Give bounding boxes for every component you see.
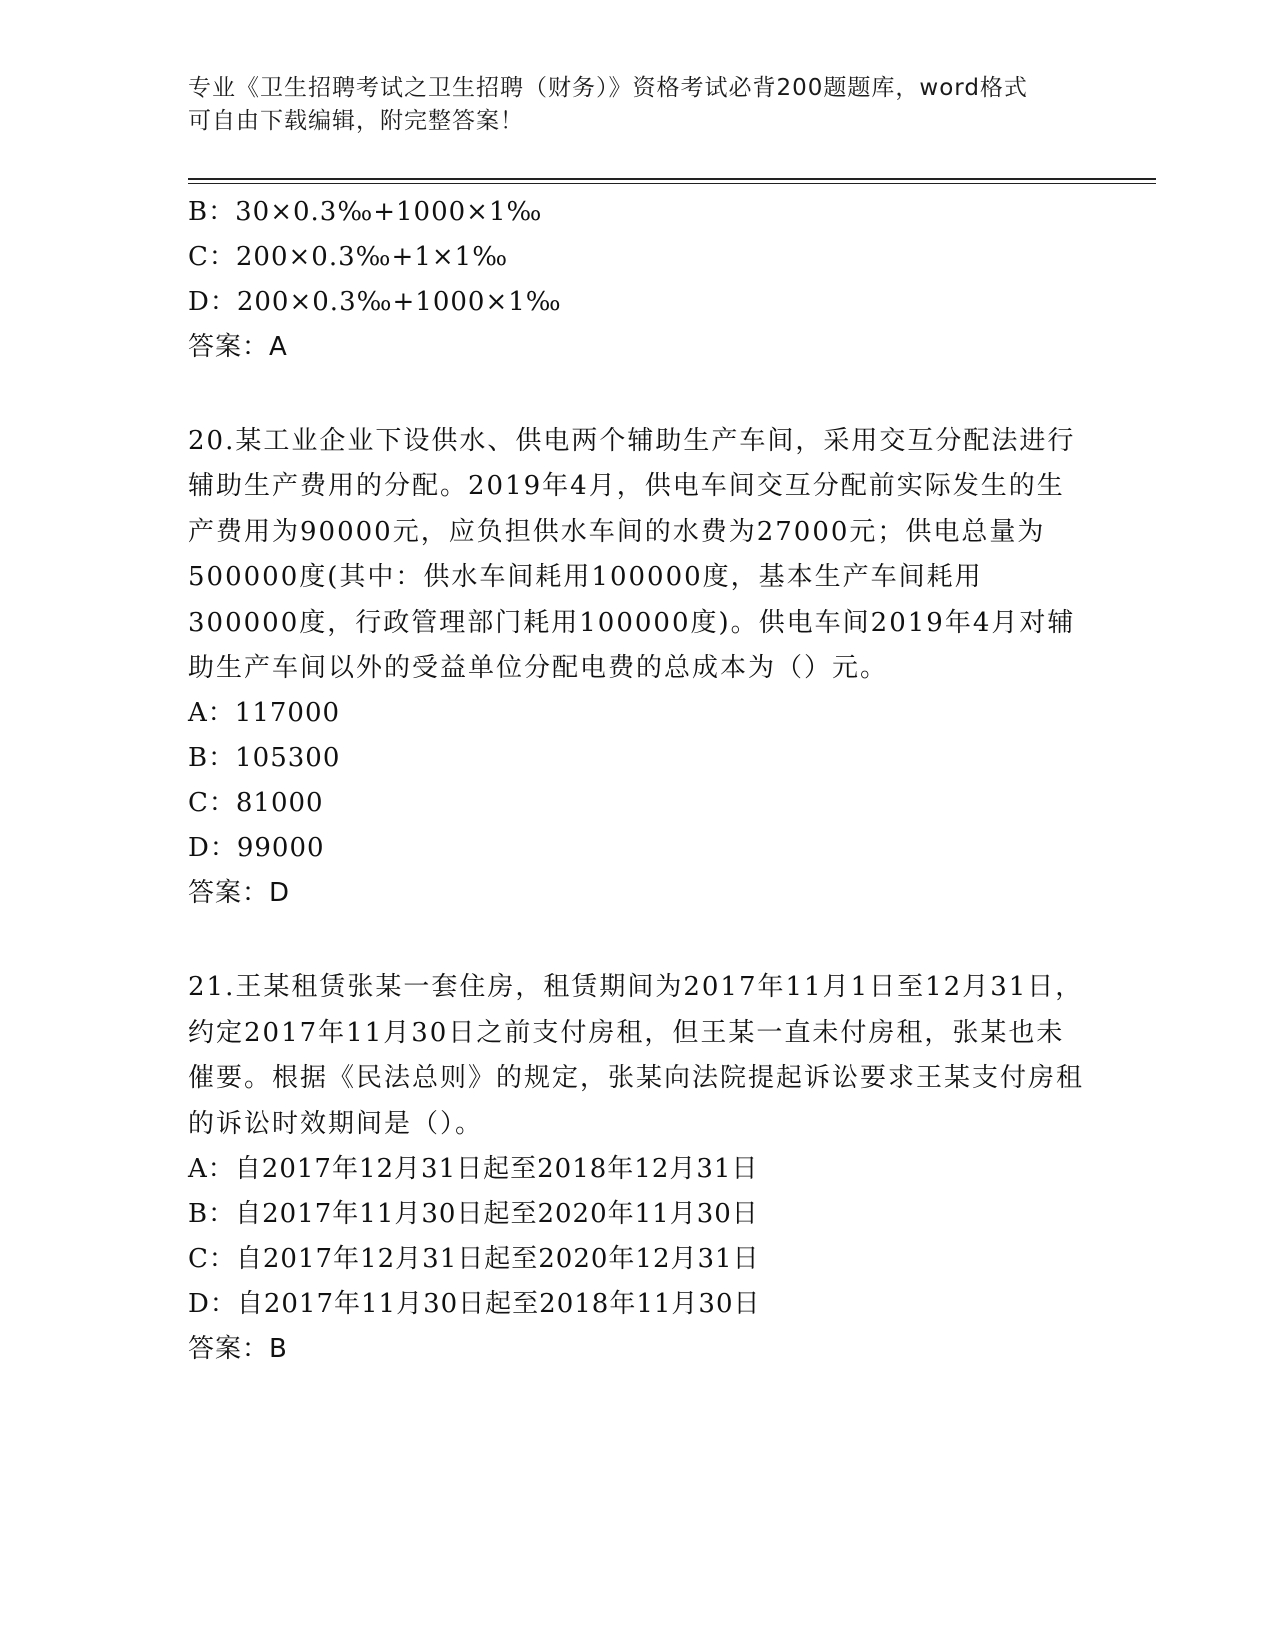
option-d: D：99000 xyxy=(188,833,325,864)
question-text: 21.王某租赁张某一套住房，租赁期间为2017年11月1日至12月31日，约定2017年11月30日之前支付房租，但王某一直未付房租，张某也未催要。根据《民法总则》的规定，张某向法院提起诉讼要求王某支付房租的诉讼时效期间是（）。 xyxy=(188,972,1085,1139)
option-c: C：自2017年12月31日起至2020年12月31日 xyxy=(188,1244,760,1275)
question-20-block xyxy=(188,419,1088,916)
option-a: A：自2017年12月31日起至2018年12月31日 xyxy=(188,1154,759,1185)
option-d: D：自2017年11月30日起至2018年11月30日 xyxy=(188,1289,761,1320)
option-b: B：30×0.3‰+1000×1‰ xyxy=(188,197,543,227)
header-divider xyxy=(188,178,1156,180)
option-b: B：自2017年11月30日起至2020年11月30日 xyxy=(188,1199,759,1230)
option-b: B：105300 xyxy=(188,743,341,774)
header-title-line-1: 专业《卫生招聘考试之卫生招聘（财务）》资格考试必背200题题库，word格式 xyxy=(188,75,1028,101)
question-21-block xyxy=(188,965,1088,1372)
option-d: D：200×0.3‰+1000×1‰ xyxy=(188,287,562,317)
answer-line: 答案：B xyxy=(188,1334,288,1365)
question-text: 20.某工业企业下设供水、供电两个辅助生产车间，采用交互分配法进行辅助生产费用的分配。2019年4月，供电车间交互分配前实际发生的生产费用为90000元，应负担供水车间的水费为27000元；供电总量为500000度(其中：供水车间耗用100000度，基本生产车间耗用300000度，行政管理部门耗用100000度)。供电车间2019年4月对辅助生产车间以外的受益单位分配电费的总成本为（）元。 xyxy=(188,426,1076,684)
option-c: C：200×0.3‰+1×1‰ xyxy=(188,242,509,272)
answer-line: 答案：D xyxy=(188,878,291,909)
answer-line: 答案：A xyxy=(188,332,288,362)
document-header xyxy=(188,72,1088,138)
option-a: A：117000 xyxy=(188,698,341,729)
option-c: C：81000 xyxy=(188,788,324,819)
question-19-block xyxy=(188,190,1088,370)
document-body xyxy=(188,190,1088,1372)
header-divider-thin xyxy=(188,183,1156,184)
header-title-line-2: 可自由下载编辑，附完整答案！ xyxy=(188,108,524,134)
